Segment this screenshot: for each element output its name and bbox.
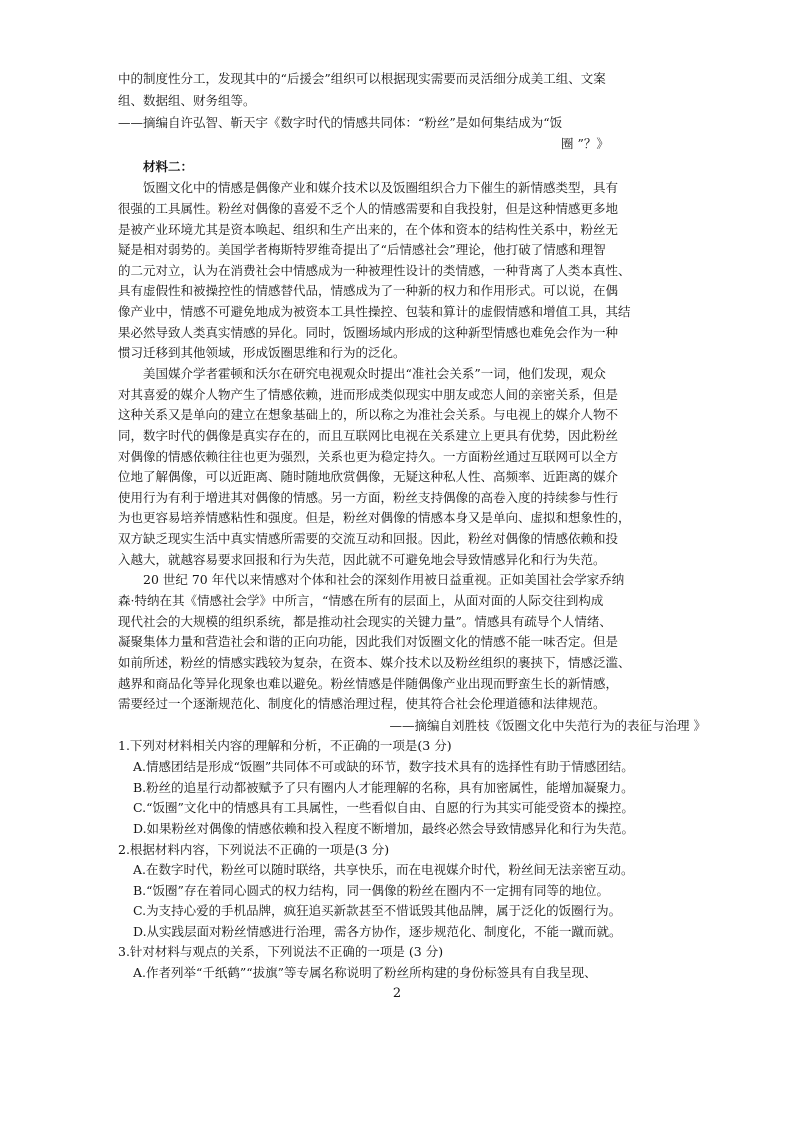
paragraph-line: 的二元对立，认为在消费社会中情感成为一种被理性设计的类情感，一种背离了人类本真性、 [118, 262, 631, 278]
paragraph-line: 疑是相对弱势的。美国学者梅斯特罗维奇提出了“后情感社会”理论，他打破了情感和理智 [118, 242, 606, 258]
paragraph-line: 双方缺乏现实生活中真实情感所需要的交流互动和回报。因此，粉丝对偶像的情感依赖和投 [118, 531, 619, 547]
paragraph-line: 这种关系又是单向的建立在想象基础上的，所以称之为准社会关系。与电视上的媒介人物不 [118, 407, 619, 423]
paragraph-line: 现代社会的大规模的组织系统，都是推动社会现实的关键力量”。情感具有疏导个人情绪、 [118, 613, 612, 629]
question-stem: 1.下列对材料相关内容的理解和分析，不正确的一项是(3 分) [118, 738, 452, 754]
paragraph-line: 使用行为有利于增进其对偶像的情感。另一方面，粉丝支持偶像的高卷入度的持续参与性行 [118, 489, 619, 505]
answer-option[interactable]: C.为支持心爱的手机品牌，疯狂追买新款甚至不惜诋毁其他品牌，属于泛化的饭圈行为。 [133, 903, 622, 919]
answer-option[interactable]: C.“饭圈”文化中的情感具有工具属性，一些看似自由、自愿的行为其实可能受资本的操控。 [133, 800, 634, 816]
material1-source: ——摘编自许弘智、靳天宇《数字时代的情感共同体：“粉丝”是如何集结成为“饭 [118, 114, 563, 130]
answer-option[interactable]: B.粉丝的追星行动都被赋予了只有圈内人才能理解的名称，具有加密属性，能增加凝聚力。 [133, 779, 634, 795]
answer-option[interactable]: A.作者列举“千纸鹤”“拔旗”等专属名称说明了粉丝所构建的身份标签具有自我呈现、 [133, 964, 597, 980]
material1-text-line: 组、数据组、财务组等。 [118, 92, 256, 108]
material1-text-line: 中的制度性分工，发现其中的“后援会”组织可以根据现实需要而灵活细分成美工组、文案 [118, 71, 606, 86]
paragraph-line: 需要经过一个逐渐规范化、制度化的情感治理过程，使其符合社会伦理道德和法律规范。 [118, 696, 606, 712]
material1-source-cont: 圈 ”？》 [561, 135, 609, 151]
paragraph-line: 惯习迁移到其他领域，形成饭圈思维和行为的泛化。 [118, 345, 406, 361]
paragraph-line: 位地了解偶像，可以近距离、随时随地欣赏偶像，无疑这种私人性、高频率、近距离的媒介 [118, 469, 619, 485]
paragraph-line: 美国媒介学者霍顿和沃尔在研究电视观众时提出“准社会关系”一词，他们发现，观众 [143, 365, 606, 381]
paragraph-line: 很强的工具属性。粉丝对偶像的喜爱不乏个人的情感需要和自我投射，但是这种情感更多地 [118, 200, 619, 216]
material2-source: ——摘编自刘胜枝《饭圈文化中失范行为的表征与治理 》 [389, 717, 706, 733]
paragraph-line: 入越大，就越容易要求回报和行为失范，因此就不可避免地会导致情感异化和行为失范。 [118, 551, 606, 567]
paragraph-line: 像产业中，情感不可避免地成为被资本工具性操控、包装和算计的虚假情感和增值工具，其结 [118, 304, 631, 320]
answer-option[interactable]: D.如果粉丝对偶像的情感依赖和投入程度不断增加，最终必然会导致情感异化和行为失范。 [133, 820, 635, 836]
page-number: 2 [392, 986, 402, 1002]
question-stem: 2.根据材料内容，下列说法不正确的一项是(3 分) [118, 841, 390, 857]
material2-heading: 材料二： [143, 158, 194, 174]
paragraph-line: 具有虚假性和被操控性的情感替代品，情感成为了一种新的权力和作用形式。可以说，在偶 [118, 283, 619, 299]
paragraph-line: 为也更容易培养情感粘性和强度。但是，粉丝对偶像的情感本身又是单向、虚拟和想象性的， [118, 510, 631, 526]
paragraph-line: 如前所述，粉丝的情感实践较为复杂，在资本、媒介技术以及粉丝组织的裹挟下，情感泛滥、 [118, 654, 631, 670]
answer-option[interactable]: B.“饭圈”存在着同心圆式的权力结构，同一偶像的粉丝在圈内不一定拥有同等的地位。 [133, 882, 609, 898]
paragraph-line: 凝聚集体力量和营造社会和谐的正向功能，因此我们对饭圈文化的情感不能一味否定。但是 [118, 634, 619, 650]
answer-option[interactable]: A.情感团结是形成“饭圈”共同体不可或缺的环节，数字技术具有的选择性有助于情感团结。 [133, 759, 634, 774]
question-stem: 3.针对材料与观点的关系，下列说法不正确的一项是 (3 分) [118, 944, 444, 960]
paragraph-line: 对偶像的情感依赖往往也更为强烈，关系也更为稳定持久。一方面粉丝通过互联网可以全方 [118, 448, 619, 464]
answer-option[interactable]: A.在数字时代，粉丝可以随时联络，共享快乐，而在电视媒介时代，粉丝间无法亲密互动。 [133, 862, 634, 878]
paragraph-line: 对其喜爱的媒介人物产生了情感依赖，进而形成类似现实中朋友或恋人间的亲密关系，但是 [118, 386, 619, 402]
answer-option[interactable]: D.从实践层面对粉丝情感进行治理，需各方协作，逐步规范化、制度化，不能一蹴而就。 [133, 923, 622, 939]
paragraph-line: 20 世纪 70 年代以来情感对个体和社会的深刻作用被日益重视。正如美国社会学家乔纳 [143, 572, 625, 588]
paragraph-line: 同，数字时代的偶像是真实存在的，而且互联网比电视在关系建立上更具有优势，因此粉丝 [118, 427, 619, 443]
paragraph-line: 果必然导致人类真实情感的异化。同时，饭圈场域内形成的这种新型情感也难免会作为一种 [118, 324, 619, 340]
paragraph-line: 越界和商品化等异化现象也难以避免。粉丝情感是伴随偶像产业出现而野蛮生长的新情感， [118, 675, 619, 691]
paragraph-line: 饭圈文化中的情感是偶像产业和媒介技术以及饭圈组织合力下催生的新情感类型，具有 [143, 180, 619, 196]
paragraph-line: 是被产业环境尤其是资本唤起、组织和生产出来的，在个体和资本的结构性关系中，粉丝无 [118, 221, 619, 237]
paragraph-line: 森·特纳在其《情感社会学》中所言，“情感在所有的层面上，从面对面的人际交往到构成 [118, 593, 604, 609]
